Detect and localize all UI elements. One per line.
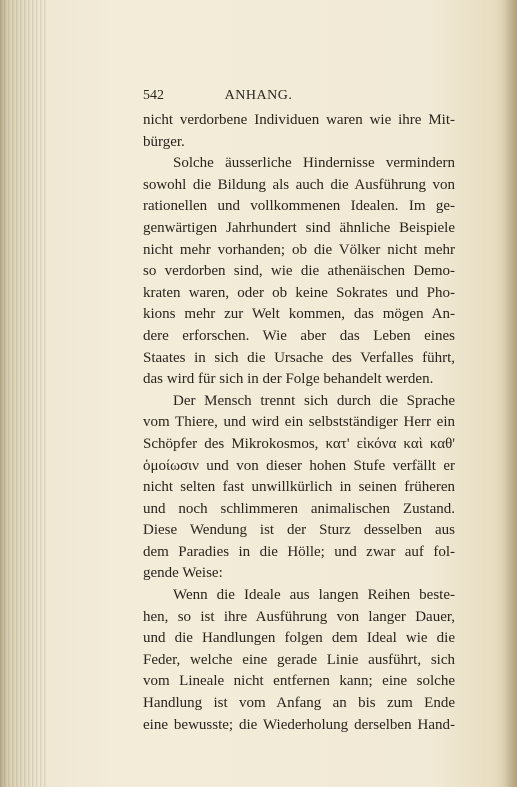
page-number: 542: [143, 88, 164, 103]
running-title: ANHANG.: [224, 88, 293, 103]
text-line: und noch schlimmeren animalischen Zustand.: [143, 500, 455, 517]
text-line: gende Weise:: [143, 565, 223, 582]
text-line: eine bewusste; die Wiederholung derselben Hand-: [143, 716, 455, 733]
text-line: Diese Wendung ist der Sturz desselben aus: [143, 522, 455, 539]
text-line: nicht mehr vorhanden; ob die Völker nicht mehr: [143, 241, 455, 258]
text-line: so verdorben sind, wie die athenäischen Demo-: [143, 263, 455, 280]
text-line: Solche äusserliche Hindernisse vermindern: [173, 155, 455, 172]
text-line: ὁμοίωσιν und von dieser hohen Stufe verfällt er: [143, 457, 455, 474]
text-line: kraten waren, oder ob keine Sokrates und Pho-: [143, 284, 455, 301]
text-line: Der Mensch trennt sich durch die Sprache: [173, 392, 455, 409]
text-line: und die Handlungen folgen dem Ideal wie die: [143, 630, 455, 647]
text-line: Schöpfer des Mikrokosmos, κατ' εἰκόνα καὶ καθ': [143, 435, 455, 452]
text-line: rationellen und vollkommenen Idealen. Im ge-: [143, 198, 455, 215]
text-line: sowohl die Bildung als auch die Ausführung von: [143, 176, 455, 193]
text-line: hen, so ist ihre Ausführung von langer Dauer,: [143, 608, 455, 625]
text-line: genwärtigen Jahrhundert sind ähnliche Beispiele: [143, 219, 455, 236]
text-line: Staates in sich die Ursache des Verfalles führt,: [143, 349, 455, 366]
text-line: dere erforschen. Wie aber das Leben eines: [143, 327, 455, 344]
page-edge-stack: [0, 0, 46, 787]
text-line: nicht selten fast unwillkürlich in seinen früheren: [143, 479, 455, 496]
text-line: nicht verdorbene Individuen waren wie ihre Mit-: [143, 112, 455, 128]
text-line: das wird für sich in der Folge behandelt werden.: [143, 371, 434, 388]
body-text: [143, 110, 455, 736]
text-line: Wenn die Ideale aus langen Reihen beste-: [173, 587, 455, 604]
text-line: Handlung ist vom Anfang an bis zum Ende: [143, 695, 455, 712]
text-line: vom Thiere, und wird ein selbstständiger Herr ein: [143, 414, 455, 431]
text-line: dem Paradies in die Hölle; und zwar auf fol-: [143, 543, 455, 560]
text-line: bürger.: [143, 133, 185, 150]
binding-shadow: [503, 0, 517, 787]
text-line: kions mehr zur Welt kommen, das mögen An-: [143, 306, 455, 323]
text-line: Feder, welche eine gerade Linie ausführt, sich: [143, 651, 455, 668]
text-line: vom Lineale nicht entfernen kann; eine solche: [143, 673, 455, 690]
